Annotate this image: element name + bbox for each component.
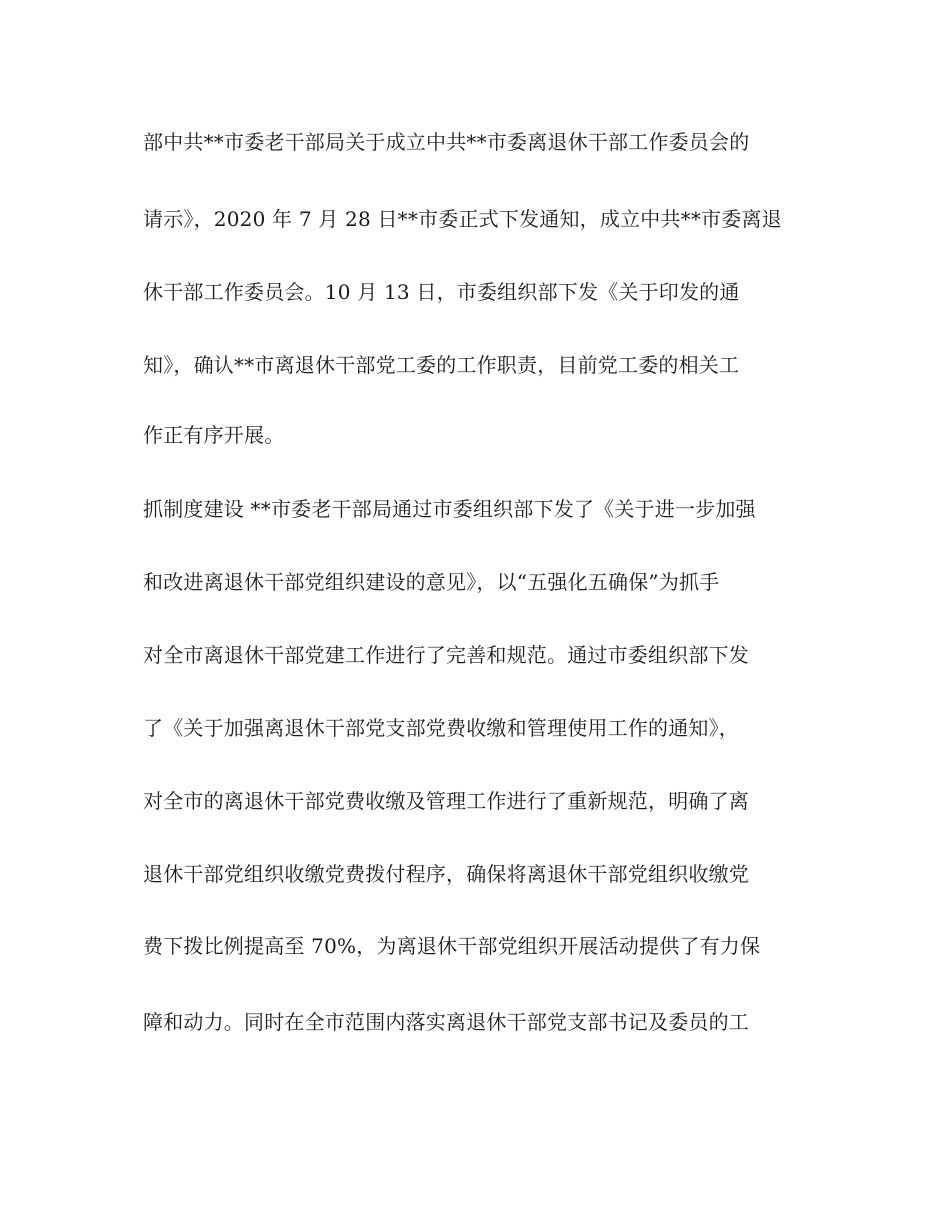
text-line: 作正有序开展。 bbox=[143, 423, 285, 447]
text-line: 和改进离退休干部党组织建设的意见》，以“五强化五确保”为抓手 bbox=[143, 570, 720, 594]
text-line: 对全市的离退休干部党费收缴及管理工作进行了重新规范，明确了离 bbox=[143, 789, 749, 813]
text-line: 退休干部党组织收缴党费拨付程序，确保将离退休干部党组织收缴党 bbox=[143, 862, 749, 886]
text-line: 了《关于加强离退休干部党支部党费收缴和管理使用工作的通知》， bbox=[143, 716, 739, 740]
text-line: 费下拨比例提高至 70%，为离退休干部党组织开展活动提供了有力保 bbox=[143, 934, 761, 958]
text-line: 对全市离退休干部党建工作进行了完善和规范。通过市委组织部下发 bbox=[143, 643, 749, 667]
text-line: 抓制度建设 **市委老干部局通过市委组织部下发了《关于进一步加强 bbox=[143, 497, 756, 521]
text-line: 知》，确认**市离退休干部党工委的工作职责，目前党工委的相关工 bbox=[143, 353, 740, 377]
text-line: 请示》，2020 年 7 月 28 日**市委正式下发通知，成立中共**市委离退 bbox=[143, 207, 782, 231]
text-line: 部中共**市委老干部局关于成立中共**市委离退休干部工作委员会的 bbox=[143, 130, 750, 154]
text-line: 休干部工作委员会。10 月 13 日，市委组织部下发《关于印发的通 bbox=[143, 280, 740, 304]
text-line: 障和动力。同时在全市范围内落实离退休干部党支部书记及委员的工 bbox=[143, 1010, 749, 1034]
